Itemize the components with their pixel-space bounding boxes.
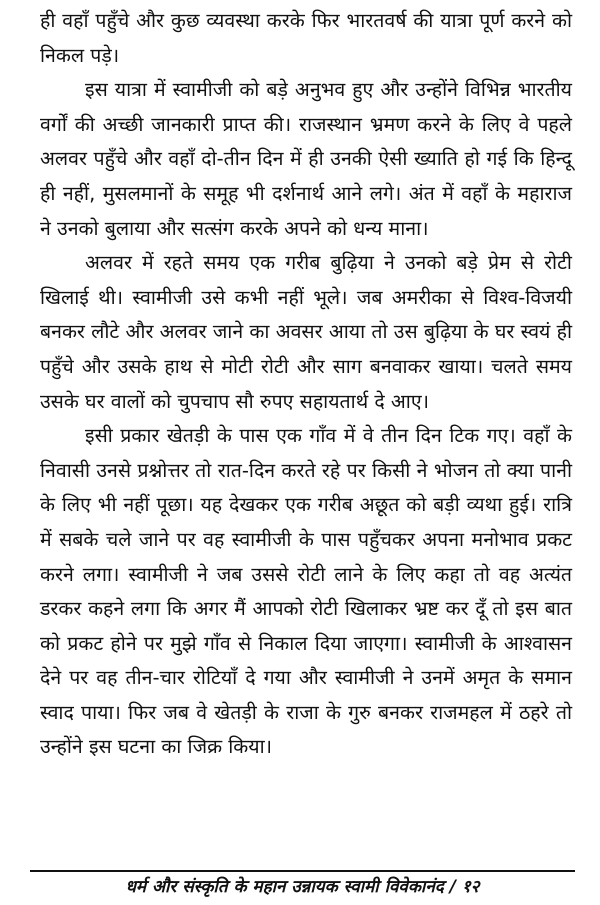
page-body [40,4,572,765]
paragraph-khetri-village: इसी प्रकार खेतड़ी के पास एक गाँव में वे तीन दिन टिक गए। वहाँ के निवासी उनसे प्रश्नोत्तर तो रात-दिन करते रहे पर किसी ने भोजन तो क्या पानी के लिए भी नहीं पूछा। यह देखकर एक गरीब अछूत को बड़ी व्यथा हुई। रात्रि में सबके चले जाने पर वह स्वामीजी के पास पहुँचकर अपना मनोभाव प्रकट करने लगा। स्वामीजी ने जब उससे रोटी लाने के लिए कहा तो वह अत्यंत डरकर कहने लगा कि अगर मैं आपको रोटी खिलाकर भ्रष्ट कर दूँ तो इस बात को प्रकट होने पर मुझे गाँव से निकाल दिया जाएगा। स्वामीजी के आश्वासन देने पर वह तीन-चार रोटियाँ दे गया और स्वामीजी ने उनमें अमृत के समान स्वाद पाया। फिर जब वे खेतड़ी के राजा के गुरु बनकर राजमहल में ठहरे तो उन्होंने इस घटना का जिक्र किया। [40,424,572,759]
paragraph-alwar-old-woman: अलवर में रहते समय एक गरीब बुढ़िया ने उनको बड़े प्रेम से रोटी खिलाई थी। स्वामीजी उसे कभी नहीं भूले। जब अमरीका से विश्व-विजयी बनकर लौटे और अलवर जाने का अवसर आया तो उस बुढ़िया के घर स्वयं ही पहुँचे और उसके हाथ से मोटी रोटी और साग बनवाकर खाया। चलते समय उसके घर वालों को चुपचाप सौ रुपए सहायतार्थ दे आए। [40,251,572,413]
paragraph-continuation: ही वहाँ पहुँचे और कुछ व्यवस्था करके फिर भारतवर्ष की यात्रा पूर्ण करने को निकल पड़े। [40,9,572,67]
running-footer: धर्म और संस्कृति के महान उन्नायक स्वामी विवेकानंद / १२ [125,877,480,897]
footer-rule [30,870,575,872]
paragraph-journey: इस यात्रा में स्वामीजी को बड़े अनुभव हुए और उन्होंने विभिन्न भारतीय वर्गों की अच्छी जानकारी प्राप्त की। राजस्थान भ्रमण करने के लिए वे पहले अलवर पहुँचे और वहाँ दो-तीन दिन में ही उनकी ऐसी ख्याति हो गई कि हिन्दू ही नहीं, मुसलमानों के समूह भी दर्शनार्थ आने लगे। अंत में वहाँ के महाराज ने उनको बुलाया और सत्संग करके अपने को धन्य माना। [40,78,572,240]
